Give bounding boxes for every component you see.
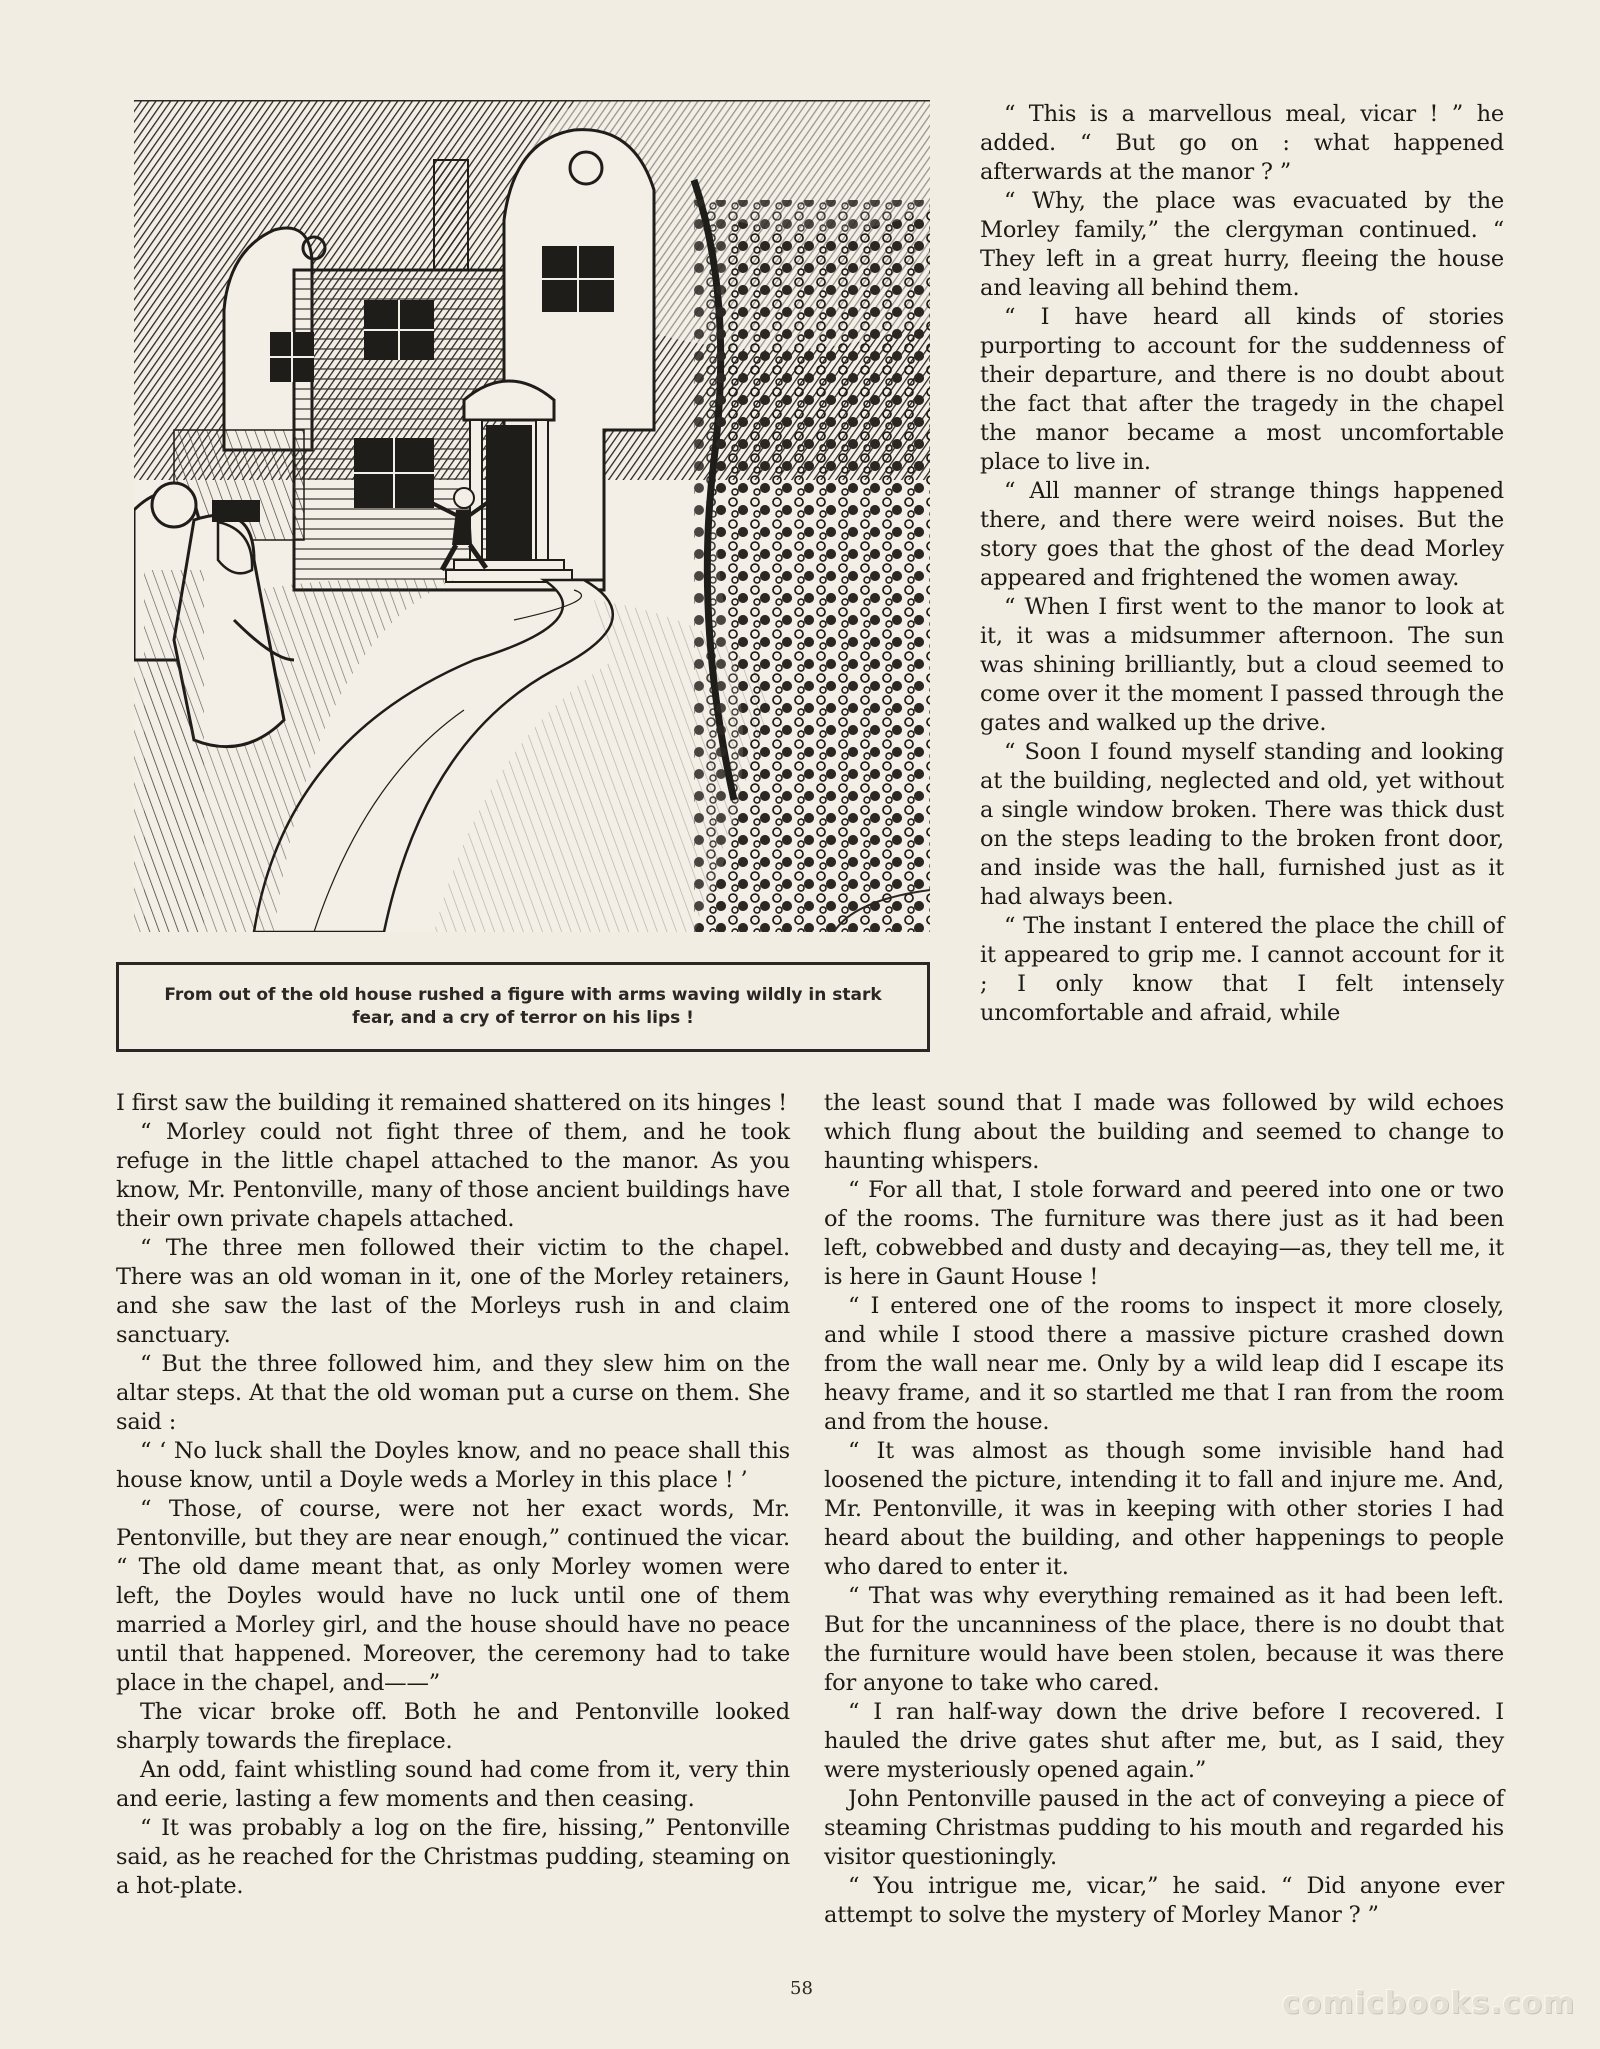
paragraph: “ But the three followed him, and they slew him on the altar steps. At that the old woman put a curse on them. She said : (116, 1351, 790, 1435)
paragraph: “ It was almost as though some invisible hand had loosened the picture, intending it to fall and injure me. And, Mr. Pentonville, it was in keeping with other stories I had heard about the building, and other happenings to people who dared to enter it. (824, 1438, 1504, 1580)
watermark: comicbooks.com (1282, 1986, 1576, 2021)
paragraph: “ All manner of strange things happened there, and there were weird noises. But the story goes that the ghost of the dead Morley appeared and frightened the women away. (980, 478, 1504, 591)
paragraph: “ Why, the place was evacuated by the Morley family,” the clergyman continued. “ They left in a great hurry, fleeing the house and leaving all behind them. (980, 188, 1504, 301)
paragraph: “ Soon I found myself standing and looking at the building, neglected and old, yet without a single window broken. There was thick dust on the steps leading to the broken front door, and inside was the hall, furnished just as it had always been. (980, 739, 1504, 910)
paragraph: “ It was probably a log on the fire, hissing,” Pentonville said, as he reached for the Christmas pudding, steaming on a hot-plate. (116, 1815, 790, 1899)
paragraph: “ Morley could not fight three of them, and he took refuge in the little chapel attached to the manor. As you know, Mr. Pentonville, many of those ancient buildings have their own private chapels attached. (116, 1119, 790, 1232)
paragraph: “ The three men followed their victim to the chapel. There was an old woman in it, one of the Morley retainers, and she saw the last of the Morleys rush in and claim sanctuary. (116, 1235, 790, 1348)
illustration-caption-box (116, 962, 930, 1052)
paragraph: the least sound that I made was followed by wild echoes which flung about the building and seemed to change to haunting whispers. (824, 1090, 1504, 1174)
illustration-caption: From out of the old house rushed a figure with arms waving wildly in stark fear, and a cry of terror on his lips ! (164, 985, 882, 1028)
page-number: 58 (790, 1978, 813, 1999)
paragraph: “ When I first went to the manor to look at it, it was a midsummer afternoon. The sun was shining brilliantly, but a cloud seemed to come over it the moment I passed through the gates and walked up the drive. (980, 594, 1504, 736)
paragraph: “ You intrigue me, vicar,” he said. “ Did anyone ever attempt to solve the mystery of Morley Manor ? ” (824, 1873, 1504, 1928)
paragraph: “ That was why everything remained as it had been left. But for the uncanniness of the place, there is no doubt that the furniture would have been stolen, because it was there for anyone to take who cared. (824, 1583, 1504, 1696)
paragraph: “ I entered one of the rooms to inspect it more closely, and while I stood there a massive picture crashed down from the wall near me. Only by a wild leap did I escape its heavy frame, and it so startled me that I ran from the room and from the house. (824, 1293, 1504, 1435)
paragraph: “ ‘ No luck shall the Doyles know, and no peace shall this house know, until a Doyle weds a Morley in this place ! ’ (116, 1438, 790, 1493)
right-column-bottom (824, 1089, 1504, 1930)
creeper-tree (694, 180, 930, 932)
paragraph: “ I have heard all kinds of stories purporting to account for the suddenness of their departure, and there is no doubt about the fact that after the tragedy in the chapel the manor became a most uncomfortable place to live in. (980, 304, 1504, 475)
left-column-bottom (116, 1089, 790, 1901)
paragraph: “ Those, of course, were not her exact words, Mr. Pentonville, but they are near enough,” continued the vicar. “ The old dame meant that, as only Morley women were left, the Doyles would have no luck until one of them married a Morley girl, and the house should have no peace until that happened. Moreover, the ceremony had to take place in the chapel, and——” (116, 1496, 790, 1696)
paragraph: “ I ran half-way down the drive before I recovered. I hauled the drive gates shut after me, but, as I said, they were mysteriously opened again.” (824, 1699, 1504, 1783)
paragraph: “ The instant I entered the place the chill of it appeared to grip me. I cannot account for it ; I only know that I felt intensely uncomfortable and afraid, while (980, 913, 1504, 1026)
paragraph: “ This is a marvellous meal, vicar ! ” he added. “ But go on : what happened afterwards at the manor ? ” (980, 101, 1504, 185)
paragraph: “ For all that, I stole forward and peered into one or two of the rooms. The furniture was there just as it had been left, cobwebbed and dusty and decaying—as, they tell me, it is here in Gaunt House ! (824, 1177, 1504, 1290)
right-column-top (980, 100, 1504, 1028)
haunted-manor-illustration (134, 100, 930, 932)
paragraph: An odd, faint whistling sound had come from it, very thin and eerie, lasting a few moments and then ceasing. (116, 1757, 790, 1812)
paragraph: The vicar broke off. Both he and Pentonville looked sharply towards the fireplace. (116, 1699, 790, 1754)
paragraph: I first saw the building it remained shattered on its hinges ! (116, 1090, 787, 1116)
paragraph: John Pentonville paused in the act of conveying a piece of steaming Christmas pudding to his mouth and regarded his visitor questioningly. (824, 1786, 1504, 1870)
